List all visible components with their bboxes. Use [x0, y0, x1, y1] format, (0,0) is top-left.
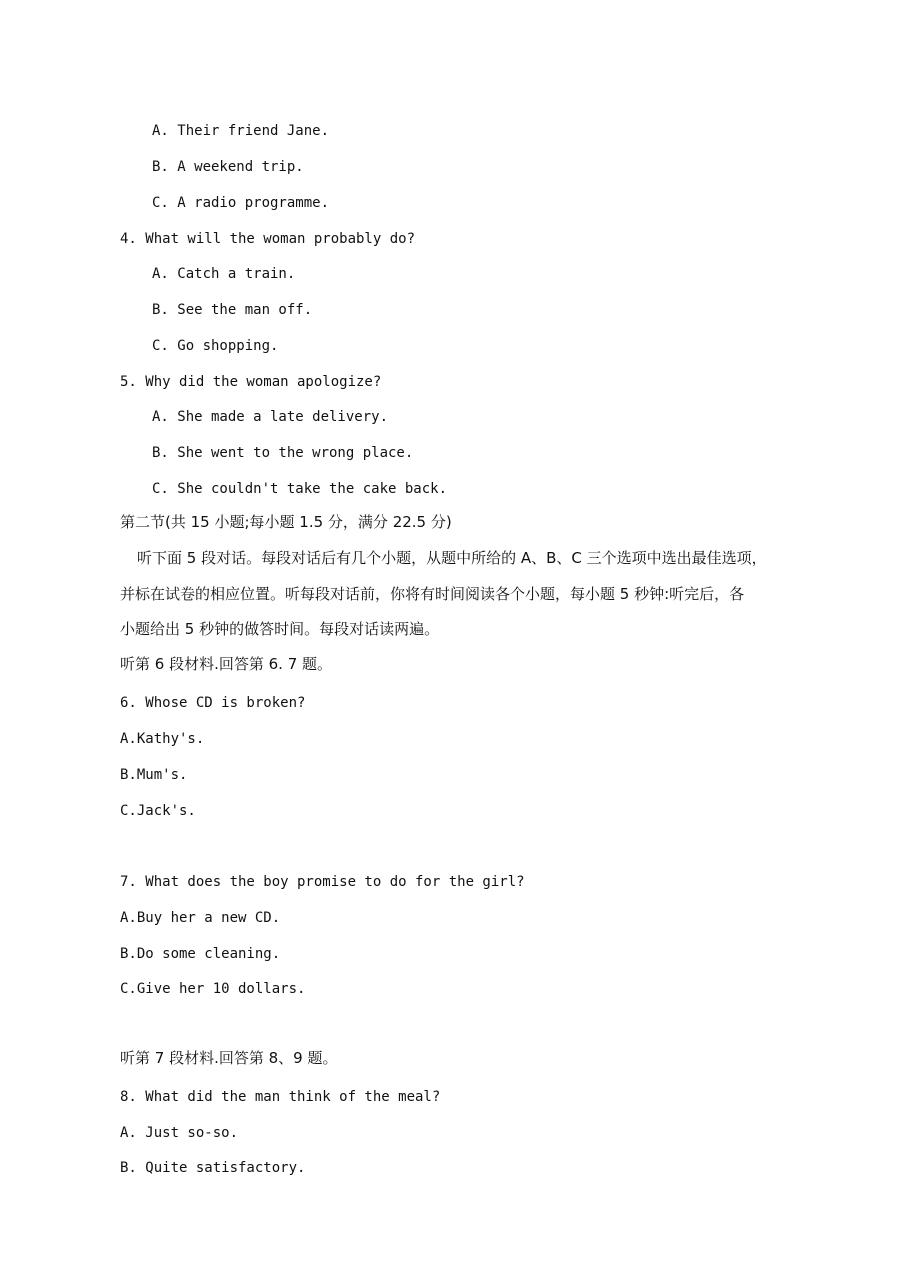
question-4: 4. What will the woman probably do? — [120, 231, 416, 247]
instructions-line-2: 并标在试卷的相应位置。听每段对话前，你将有时间阅读各个小题，每小题 5 秒钟:听完后，各 — [120, 585, 745, 603]
option-q6-a: A.Kathy's. — [120, 731, 205, 747]
question-7: 7. What does the boy promise to do for the girl? — [120, 874, 525, 890]
option-q6-c: C.Jack's. — [120, 803, 196, 819]
option-q3-a: A. Their friend Jane. — [152, 123, 330, 139]
option-q5-c: C. She couldn't take the cake back. — [152, 481, 448, 497]
option-q8-b: B. Quite satisfactory. — [120, 1160, 306, 1176]
material-6-heading: 听第 6 段材料.回答第 6. 7 题。 — [120, 655, 333, 673]
option-q3-c: C. A radio programme. — [152, 195, 330, 211]
option-q4-b: B. See the man off. — [152, 302, 313, 318]
option-q3-b: B. A weekend trip. — [152, 159, 304, 175]
instructions-line-3: 小题给出 5 秒钟的做答时间。每段对话读两遍。 — [120, 620, 440, 638]
option-q5-a: A. She made a late delivery. — [152, 409, 389, 425]
option-q7-a: A.Buy her a new CD. — [120, 910, 281, 926]
option-q8-a: A. Just so-so. — [120, 1125, 239, 1141]
option-q7-c: C.Give her 10 dollars. — [120, 981, 306, 997]
instructions-line-1: 听下面 5 段对话。每段对话后有几个小题，从题中所给的 A、B、C 三个选项中选出最佳选项， — [137, 549, 767, 567]
option-q7-b: B.Do some cleaning. — [120, 946, 281, 962]
option-q6-b: B.Mum's. — [120, 767, 188, 783]
option-q4-a: A. Catch a train. — [152, 266, 296, 282]
question-6: 6. Whose CD is broken? — [120, 695, 306, 711]
material-7-heading: 听第 7 段材料.回答第 8、9 题。 — [120, 1049, 338, 1067]
option-q5-b: B. She went to the wrong place. — [152, 445, 414, 461]
option-q4-c: C. Go shopping. — [152, 338, 279, 354]
question-5: 5. Why did the woman apologize? — [120, 374, 382, 390]
question-8: 8. What did the man think of the meal? — [120, 1089, 441, 1105]
section-heading: 第二节(共 15 小题;每小题 1.5 分，满分 22.5 分) — [120, 513, 452, 531]
